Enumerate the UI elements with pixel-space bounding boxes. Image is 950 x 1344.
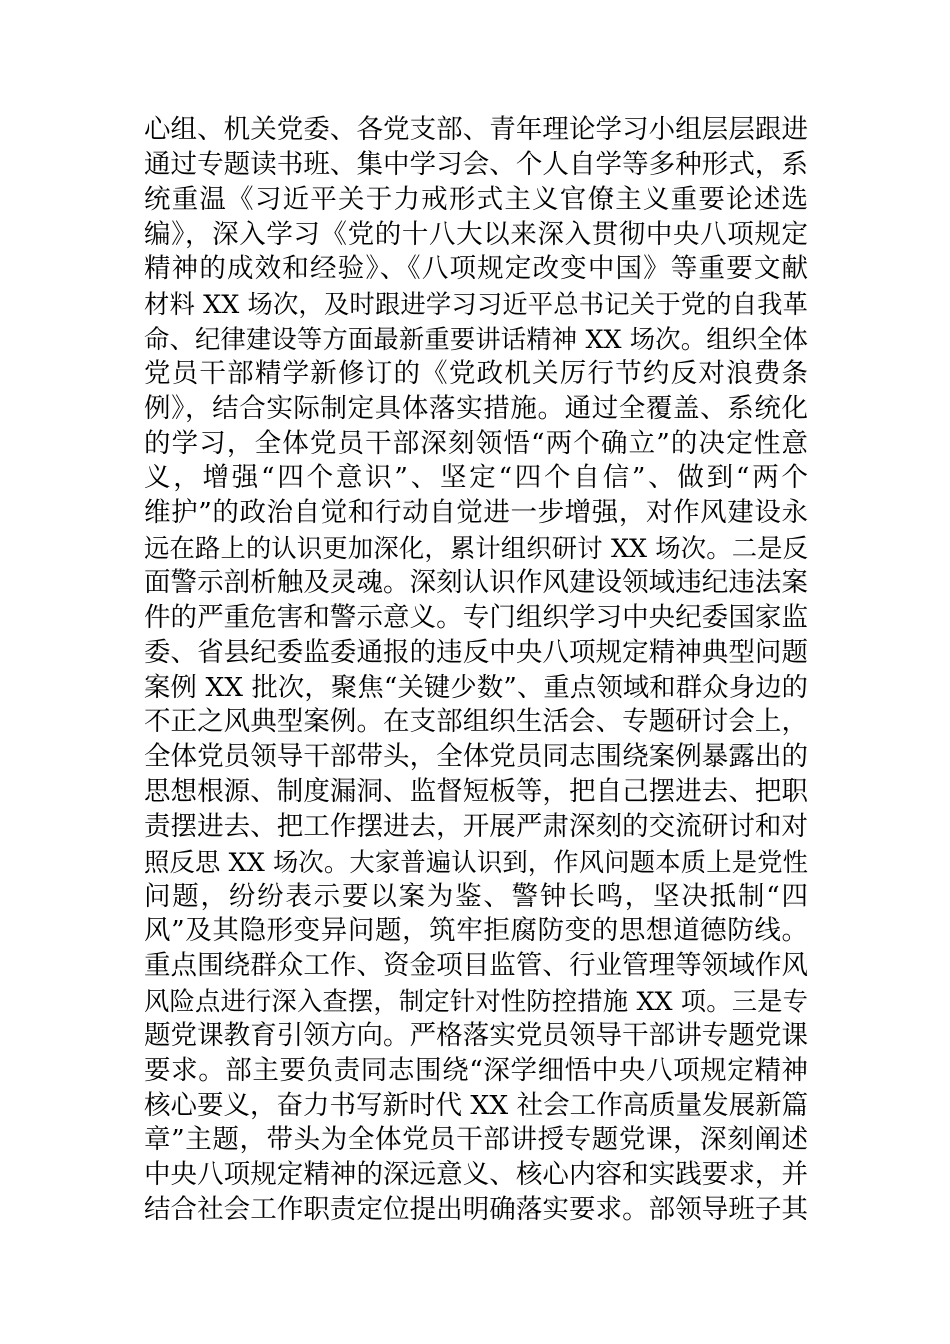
text-line: 案例 XX 批次，聚焦“关键少数”、重点领域和群众身边的 — [144, 672, 808, 703]
text-line: 心组、机关党委、各党支部、青年理论学习小组层层跟进 — [144, 114, 808, 145]
text-line: 通过专题读书班、集中学习会、个人自学等多种形式，系 — [144, 148, 808, 180]
text-line: 全体党员领导干部带头，全体党员同志围绕案例暴露出的 — [144, 741, 808, 773]
text-line: 不正之风典型案例。在支部组织生活会、专题研讨会上， — [144, 706, 808, 738]
text-line: 委、省县纪委监委通报的违反中央八项规定精神典型问题 — [144, 636, 808, 668]
text-line: 核心要义，奋力书写新时代 XX 社会工作高质量发展新篇 — [144, 1089, 809, 1121]
text-line: 件的严重危害和警示意义。专门组织学习中央纪委国家监 — [144, 601, 808, 633]
text-line: 结合社会工作职责定位提出明确落实要求。部领导班子其 — [144, 1194, 808, 1226]
text-line: 中央八项规定精神的深远意义、核心内容和实践要求，并 — [144, 1159, 808, 1191]
body-text — [144, 113, 808, 1228]
text-line: 责摆进去、把工作摆进去，开展严肃深刻的交流研讨和对 — [144, 810, 808, 842]
text-line: 义，增强“四个意识”、坚定“四个自信”、做到“两个 — [144, 462, 808, 494]
text-line: 精神的成效和经验》、《八项规定改变中国》等重要文献 — [144, 253, 808, 285]
text-line: 党员干部精学新修订的《党政机关厉行节约反对浪费条 — [144, 357, 808, 389]
text-line: 命、纪律建设等方面最新重要讲话精神 XX 场次。组织全体 — [144, 324, 808, 355]
text-line: 思想根源、制度漏洞、监督短板等，把自己摆进去、把职 — [144, 776, 808, 808]
text-line: 要求。部主要负责同志围绕“深学细悟中央八项规定精神 — [144, 1054, 808, 1086]
text-line: 章”主题，带头为全体党员干部讲授专题党课，深刻阐述 — [144, 1124, 808, 1156]
text-line: 重点围绕群众工作、资金项目监管、行业管理等领域作风 — [144, 950, 808, 982]
text-line: 统重温《习近平关于力戒形式主义官僚主义重要论述选 — [144, 183, 808, 215]
text-line: 问题，纷纷表示要以案为鉴、警钟长鸣，坚决抵制“四 — [144, 880, 808, 912]
text-line: 面警示剖析触及灵魂。深刻认识作风建设领域违纪违法案 — [144, 566, 808, 598]
text-line: 例》，结合实际制定具体落实措施。通过全覆盖、系统化 — [144, 392, 808, 424]
text-line: 照反思 XX 场次。大家普遍认识到，作风问题本质上是党性 — [144, 846, 808, 877]
text-line: 编》，深入学习《党的十八大以来深入贯彻中央八项规定 — [144, 218, 808, 250]
text-line: 风”及其隐形变异问题，筑牢拒腐防变的思想道德防线。 — [144, 915, 808, 947]
text-line: 材料 XX 场次，及时跟进学习习近平总书记关于党的自我革 — [144, 289, 808, 320]
text-line: 维护”的政治自觉和行动自觉进一步增强，对作风建设永 — [144, 497, 808, 529]
text-line: 风险点进行深入查摆，制定针对性防控措施 XX 项。三是专 — [144, 986, 808, 1017]
text-line: 远在路上的认识更加深化，累计组织研讨 XX 场次。二是反 — [144, 533, 808, 564]
text-line: 的学习，全体党员干部深刻领悟“两个确立”的决定性意 — [144, 427, 808, 459]
text-line: 题党课教育引领方向。严格落实党员领导干部讲专题党课 — [144, 1019, 808, 1051]
